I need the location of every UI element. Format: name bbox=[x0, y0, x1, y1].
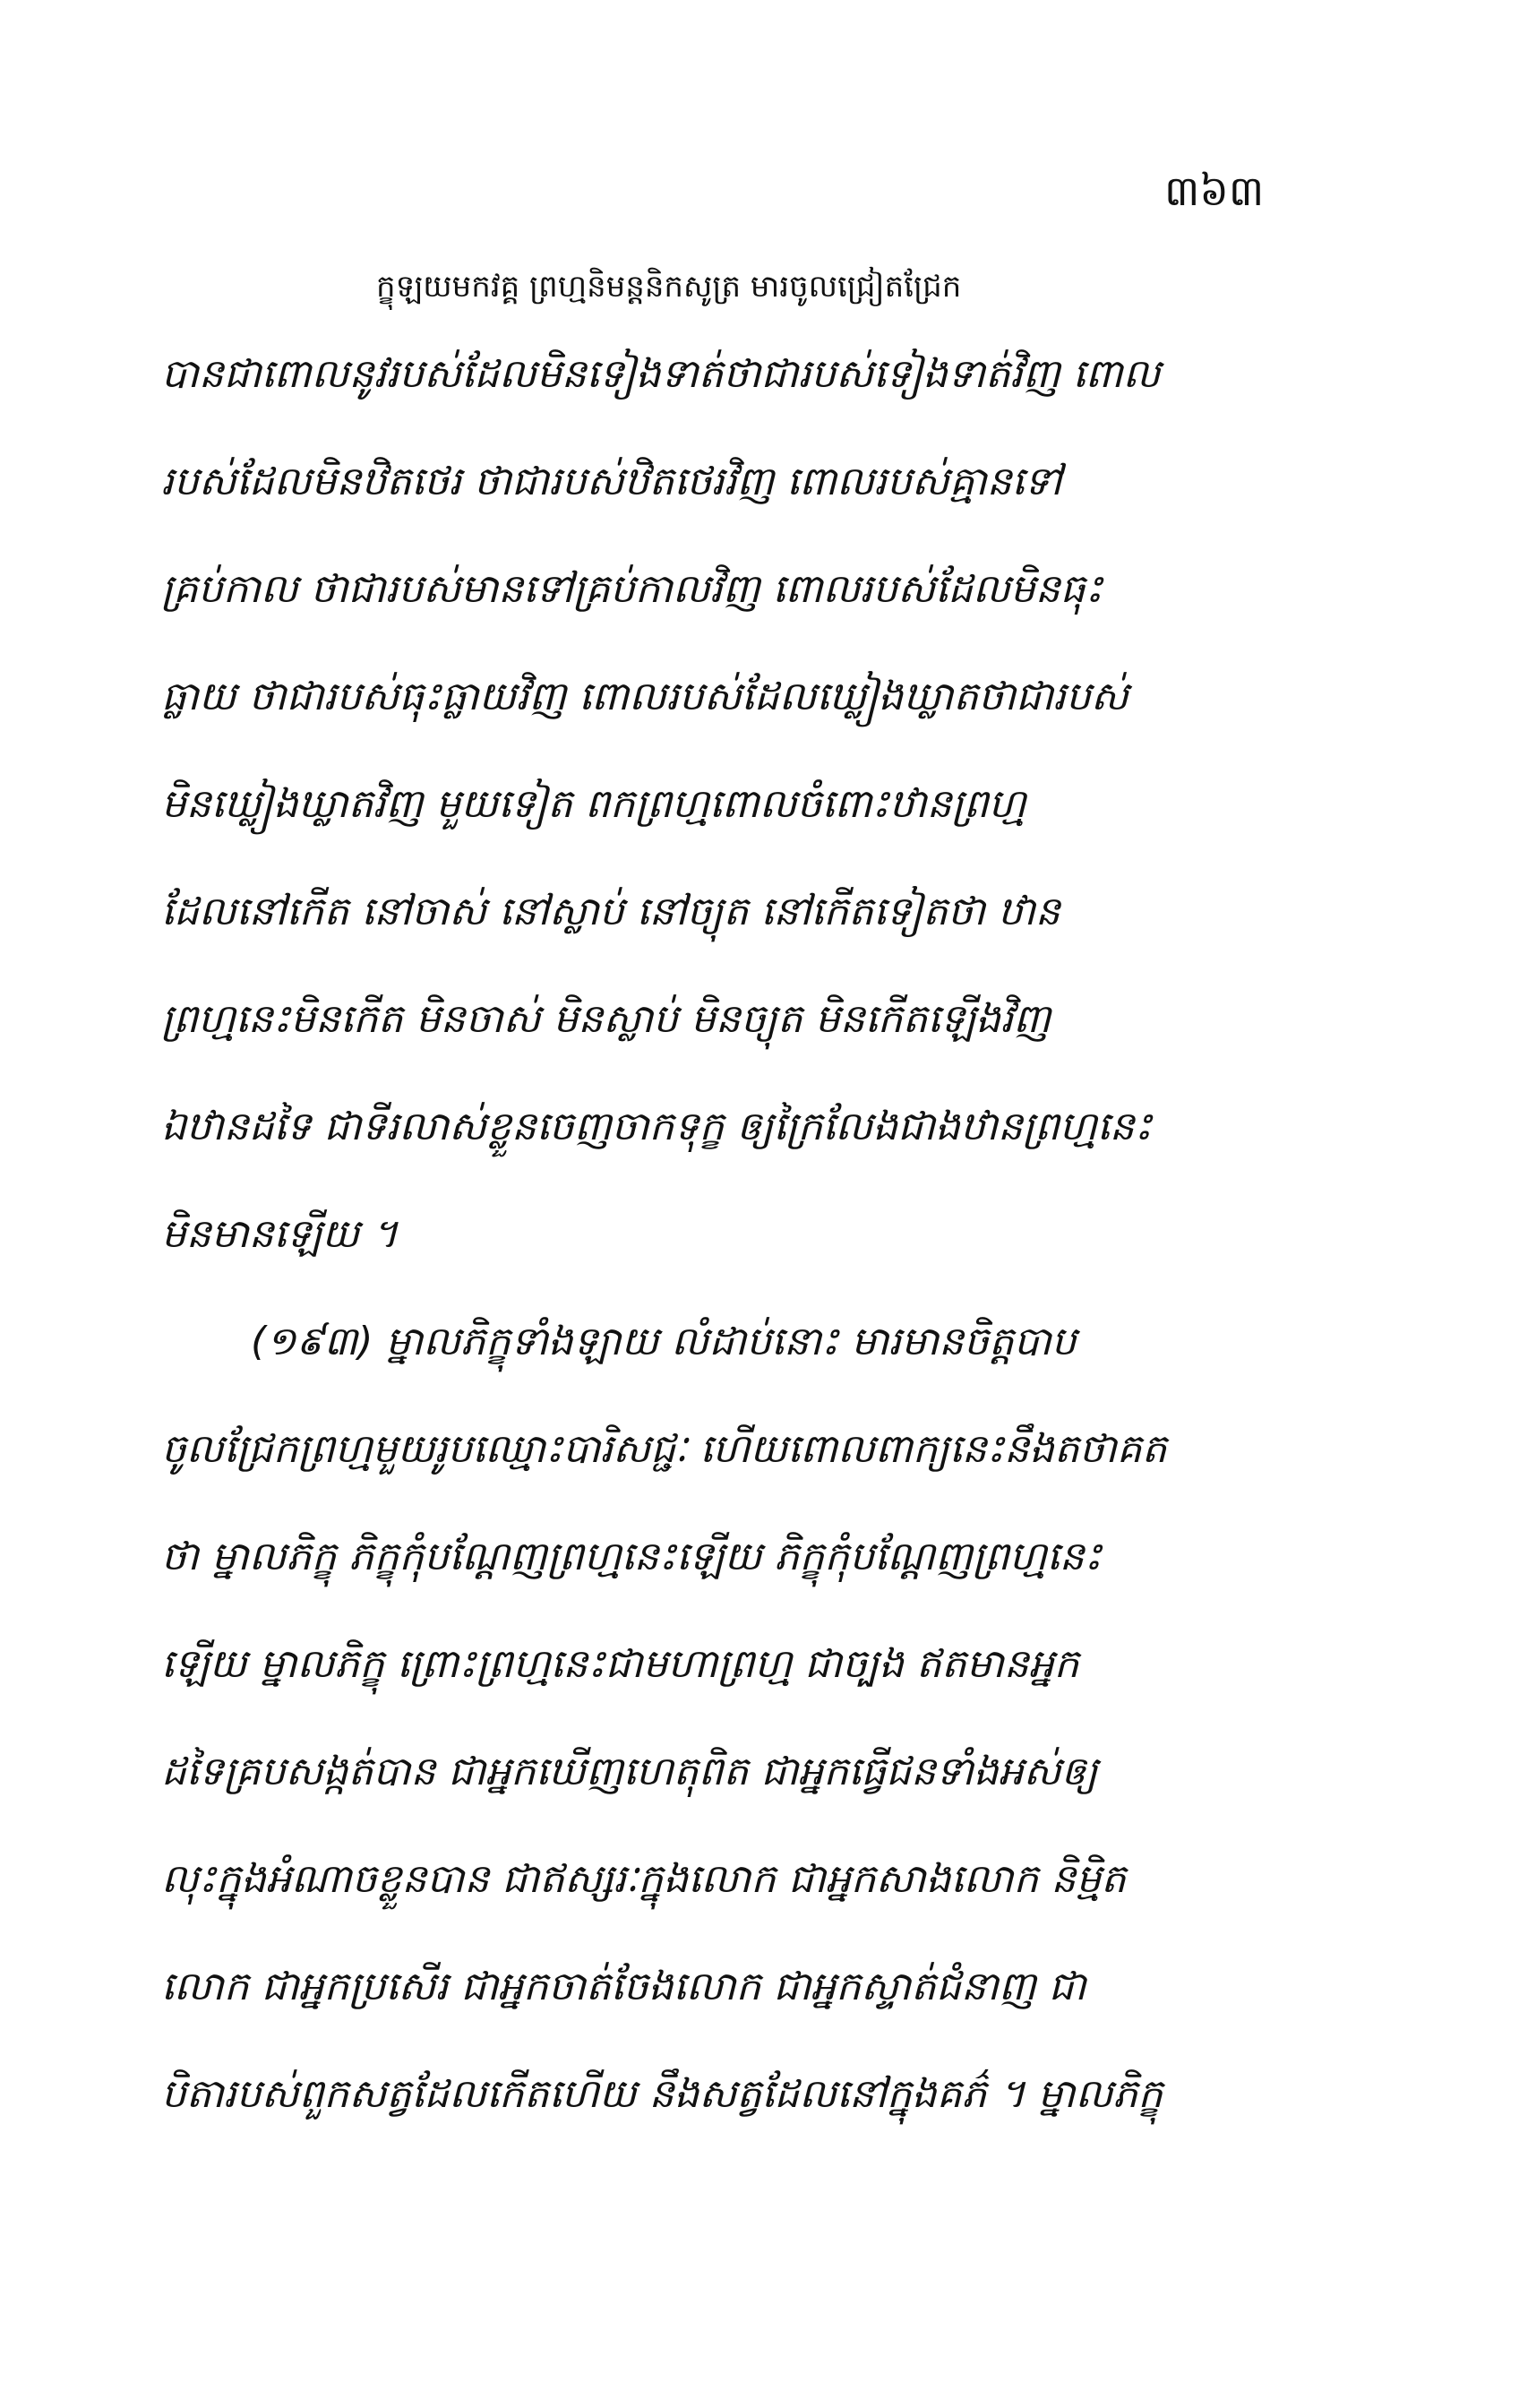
body-line: លុះក្នុងអំណាចខ្លួនបាន ជាឥស្សរៈក្នុងលោក ជាអ្នកសាងលោក និម្មិត bbox=[161, 1856, 1127, 1902]
body-line: ធ្លាយ ថាជារបស់ធុះធ្លាយវិញ ពោលរបស់ដែលឃ្លៀងឃ្លាតថាជារបស់ bbox=[161, 674, 1129, 719]
body-line: បិតារបស់ពួកសត្វដែលកើតហើយ នឹងសត្វដែលនៅក្នុងគភ៌ ។ ម្នាលភិក្ខុ bbox=[161, 2071, 1163, 2117]
body-line: ដទៃគ្របសង្កត់បាន ជាអ្នកឃើញហេតុពិត ជាអ្នកធ្វើជនទាំងអស់ឲ្យ bbox=[161, 1749, 1098, 1794]
body-line: ព្រហ្មនេះមិនកើត មិនចាស់ មិនស្លាប់ មិនច្យុត មិនកើតឡើងវិញ bbox=[161, 996, 1051, 1042]
body-line: ដែលនៅកើត នៅចាស់ នៅស្លាប់ នៅច្យុត នៅកើតទៀតថា ឋាន bbox=[161, 889, 1060, 934]
body-line: គ្រប់កាល ថាជារបស់មានទៅគ្រប់កាលវិញ ពោលរបស់ដែលមិនធុះ bbox=[161, 566, 1103, 612]
paragraph-start-line: (១៩៣) ម្នាលភិក្ខុទាំងឡាយ លំដាប់នោះ មារមានចិត្តបាប bbox=[251, 1319, 1077, 1364]
body-line: របស់ដែលមិនឋិតថេរ ថាជារបស់ឋិតថេរវិញ ពោលរបស់គ្មានទៅ bbox=[161, 459, 1062, 504]
running-header: ក្ខុឡយមកវគ្គ ព្រហ្មនិមន្តនិកសូត្រ មារចូលជ្រៀតជ្រែក bbox=[376, 269, 962, 305]
body-line: មិនឃ្លៀងឃ្លាតវិញ មួយទៀត ពកព្រហ្មពោលចំពោះឋានព្រហ្ម bbox=[161, 781, 1026, 827]
body-line: បានជាពោលនូវរបស់ដែលមិនទៀងទាត់ថាជារបស់ទៀងទាត់វិញ ពោល bbox=[161, 351, 1161, 397]
body-line: មិនមានឡើយ ។ bbox=[161, 1211, 399, 1257]
body-line: ឯឋានដទៃ ជាទីរលាស់ខ្លួនចេញចាកទុក្ខ ឲ្យក្រៃលែងជាងឋានព្រហ្មនេះ bbox=[161, 1104, 1153, 1149]
body-line: ឡើយ ម្នាលភិក្ខុ ព្រោះព្រហ្មនេះជាមហាព្រហ្ម ជាច្បង ឥតមានអ្នក bbox=[161, 1641, 1079, 1687]
body-line: ចូលជ្រែកព្រហ្មមួយរូបឈ្មោះបារិសជ្ជៈ ហើយពោលពាក្យនេះនឹងតថាគត bbox=[161, 1426, 1167, 1472]
body-line: លោក ជាអ្នកប្រសើរ ជាអ្នកចាត់ចែងលោក ជាអ្នកស្ទាត់ជំនាញ ជា bbox=[161, 1964, 1086, 2009]
body-line: ថា ម្នាលភិក្ខុ ភិក្ខុកុំបណ្ដែញព្រហ្មនេះឡើយ ភិក្ខុកុំបណ្ដែញព្រហ្មនេះ bbox=[161, 1534, 1103, 1579]
page-number: ៣៦៣ bbox=[1164, 167, 1265, 215]
